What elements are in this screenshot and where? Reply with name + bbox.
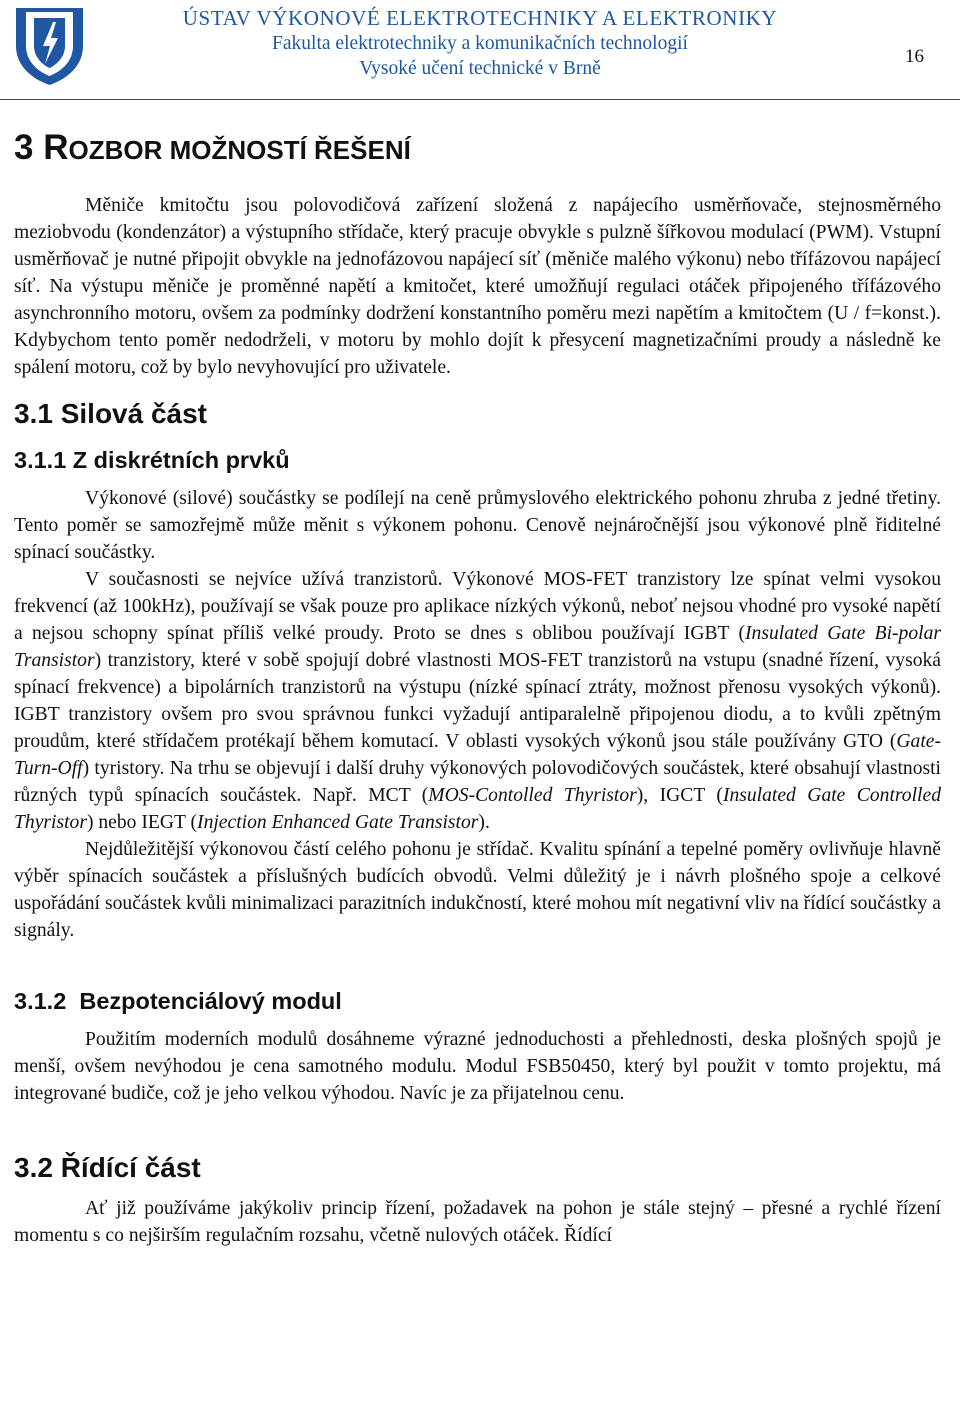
page-content [14,128,941,1249]
paragraph-3-2: Ať již používáme jakýkoliv princip řízení, požadavek na pohon je stále stejný – přesné a rychlé řízení momentu s co nejširším regulačním rozsahu, včetně nulových otáček. Řídící [14,1198,941,1246]
term-mct: MOS-Contolled Thyristor [428,785,637,806]
subsection-heading-3-1-2: 3.1.2 Bezpotenciálový modul [14,988,342,1014]
section-heading-3-2: 3.2 Řídící část [14,1152,201,1183]
header-text-block [90,6,870,81]
chapter-number: 3 [14,128,34,167]
paragraph-3-1-2: Použitím moderních modulů dosáhneme výrazné jednoduchosti a přehlednosti, deska plošných spojů je menší, ovšem nevýhodou je cena samotného modulu. Modul FSB50450, který byl použit v tomto projektu, má integrované budiče, což je jeho velkou výhodou. Navíc je za přijatelnou cenu. [14,1029,941,1104]
term-iegt: Injection Enhanced Gate Transistor [197,812,479,833]
paragraph-3-1-1-b: V současnosti se nejvíce užívá tranzistorů. Výkonové MOS-FET tranzistory lze spínat velmi vysokou frekvencí (až 100kHz), používají se však pouze pro aplikace nízkých výkonů, neboť nejsou vhodné pro vysoké napětí a nejsou schopny spínat příliš velké proudy. Proto se dnes s oblibou používají IGBT (Insulated Gate Bi-polar Transistor) tranzistory, které v sobě spojují dobré vlastnosti MOS-FET tranzistorů na vstupu (snadné řízení, vysoká spínací frekvence) a bipolárních tranzistorů na výstupu (nízké spínací ztráty, možnost přenosu vysokých výkonů). IGBT tranzistory ovšem pro svou správnou funkci vyžadují antiparalelně připojenou diodu, a to kvůli zpětným proudům, které střídačem protékají během komutací. V oblasti vysokých výkonů jsou stále používány GTO (Gate-Turn-Off) tyristory. Na trhu se objevují i další druhy výkonových polovodičových součástek, které obsahují vlastnosti různých typů spínacích součástek. Např. MCT (MOS-Contolled Thyristor), IGCT (Insulated Gate Controlled Thyristor) nebo IEGT (Injection Enhanced Gate Transistor). [14,569,942,833]
chapter-heading [14,128,941,170]
page-number: 16 [905,46,924,67]
header-institute: ÚSTAV VÝKONOVÉ ELEKTROTECHNIKY A ELEKTRONIKY [182,6,778,30]
term-gto: Gate-Turn-Off [14,731,941,779]
chapter-title-first: R [43,128,69,167]
paragraph-3-1-1-a: Výkonové (silové) součástky se podílejí na ceně průmyslového elektrického pohonu zhruba z jedné třetiny. Tento poměr se samozřejmě může měnit s výkonem pohonu. Cenově nejnáročnější jsou výkonové plně řiditelné spínací součástky. [14,488,941,563]
page-header [0,0,960,102]
header-university: Vysoké učení technické v Brně [359,58,601,79]
university-shield-logo [12,2,87,87]
term-igbt: Insulated Gate Bi-polar Transistor [14,623,942,671]
paragraph-3-1-1-c: Nejdůležitější výkonovou částí celého pohonu je střídač. Kvalitu spínání a tepelné poměry ovlivňuje hlavně výběr spínacích součástek a příslušných budících obvodů. Velmi důležitý je i návrh plošného spoje a celkové uspořádání součástek kvůli minimalizaci parazitních indukčností, které mohou mít negativní vliv na řídící součástky a signály. [14,839,941,941]
subsection-heading-3-1-1: 3.1.1 Z diskrétních prvků [14,447,290,473]
chapter-paragraph: Měniče kmitočtu jsou polovodičová zařízení složená z napájecího usměrňovače, stejnosměrného meziobvodu (kondenzátor) a výstupního střídače, který pracuje obvykle s pulzně šířkovou modulací (PWM). Vstupní usměrňovač je nutné připojit obvykle na jednofázovou napájecí síť (měniče malého výkonu) nebo třífázovou napájecí síť. Na výstupu měniče je proměnné napětí a kmitočet, které umožňují regulaci otáček připojeného třífázového asynchronního motoru, ovšem za podmínky dodržení konstantního poměru mezi napětím a kmitočtem (U / f=konst.). Kdybychom tento poměr nedodrželi, v motoru by mohlo dojít k přesycení magnetizačními proudy a následně ke spálení motoru, což by bylo nevyhovující pro uživatele. [14,195,941,378]
term-igct: Insulated Gate Controlled Thyristor [14,785,941,833]
header-faculty: Fakulta elektrotechniky a komunikačních technologií [272,33,688,54]
section-heading-3-1: 3.1 Silová část [14,398,208,429]
header-divider [0,99,960,100]
chapter-title-rest: OZBOR MOŽNOSTÍ ŘEŠENÍ [68,135,411,165]
